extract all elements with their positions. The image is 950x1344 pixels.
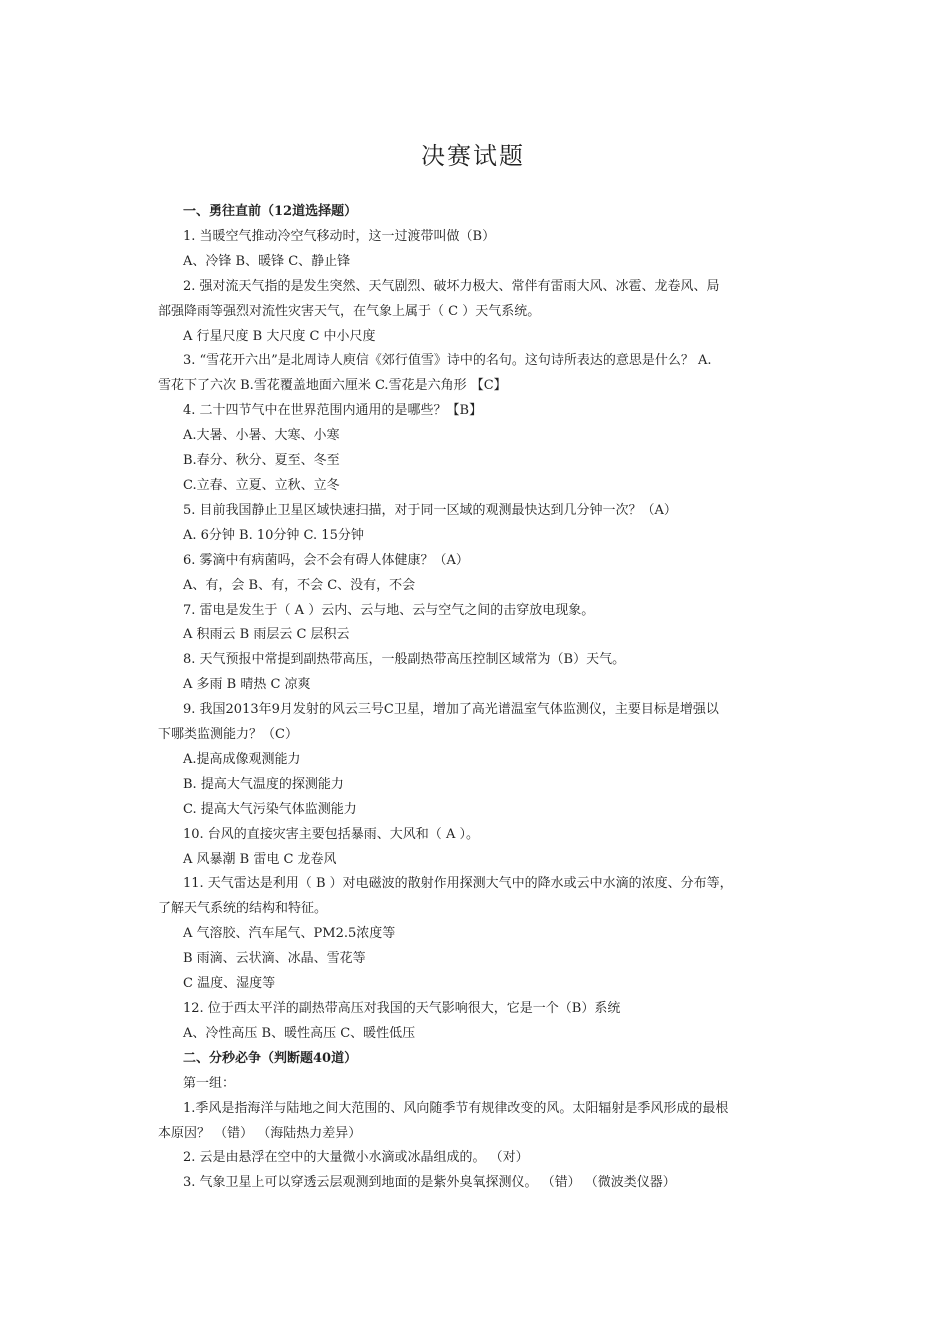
text-line: B.春分、秋分、夏至、冬至 — [183, 453, 340, 469]
text-line: C. 提高大气污染气体监测能力 — [183, 801, 357, 817]
text-line: A 风暴潮 B 雷电 C 龙卷风 — [183, 851, 337, 867]
text-line: A 气溶胶、汽车尾气、PM2.5浓度等 — [183, 926, 396, 942]
section-heading: 二、分秒必争（判断题40道） — [183, 1050, 358, 1066]
text-line: 3. 气象卫星上可以穿透云层观测到地面的是紫外臭氧探测仪。 （错） （微波类仪器） — [183, 1175, 676, 1191]
text-line: B 雨滴、云状滴、冰晶、雪花等 — [183, 951, 366, 967]
text-line: C.立春、立夏、立秋、立冬 — [183, 477, 340, 493]
page-title: 决赛试题 — [421, 142, 525, 170]
text-line: 8. 天气预报中常提到副热带高压，一般副热带高压控制区域常为（B）天气。 — [183, 652, 626, 668]
text-line: A、冷锋 B、暖锋 C、静止锋 — [183, 253, 351, 269]
text-line: 11. 天气雷达是利用（ B ）对电磁波的散射作用探测大气中的降水或云中水滴的浓度、分布等， — [183, 876, 733, 892]
text-line: 第一组： — [183, 1075, 236, 1091]
document-body — [158, 200, 788, 1196]
text-line: 1. 当暖空气推动冷空气移动时，这一过渡带叫做（B） — [183, 228, 496, 244]
text-line: 5. 目前我国静止卫星区域快速扫描，对于同一区域的观测最快达到几分钟一次？（A） — [183, 502, 677, 518]
text-line: A.提高成像观测能力 — [183, 751, 301, 767]
text-line: 雪花下了六次 B.雪花覆盖地面六厘米 C.雪花是六角形 【C】 — [158, 378, 507, 394]
text-line: 4. 二十四节气中在世界范围内通用的是哪些？【B】 — [183, 403, 483, 419]
text-line: 12. 位于西太平洋的副热带高压对我国的天气影响很大，它是一个（B）系统 — [183, 1001, 621, 1016]
text-line: A 多雨 B 晴热 C 凉爽 — [183, 677, 311, 693]
text-line: A、有，会 B、有，不会 C、没有，不会 — [183, 577, 416, 593]
text-line: 2. 强对流天气指的是发生突然、天气剧烈、破坏力极大、常伴有雷雨大风、冰雹、龙卷风、局 — [183, 278, 720, 294]
text-line: 2. 云是由悬浮在空中的大量微小水滴或冰晶组成的。 （对） — [183, 1150, 529, 1166]
text-line: 下哪类监测能力？（C） — [158, 727, 298, 743]
text-line: 6. 雾滴中有病菌吗，会不会有碍人体健康？（A） — [183, 552, 469, 568]
text-line: C 温度、湿度等 — [183, 976, 276, 992]
text-line: 7. 雷电是发生于（ A ）云内、云与地、云与空气之间的击穿放电现象。 — [183, 602, 595, 618]
text-line: A.大暑、小暑、大寒、小寒 — [183, 428, 340, 444]
text-line: A 行星尺度 B 大尺度 C 中小尺度 — [183, 328, 376, 344]
text-line: 本原因？ （错） （海陆热力差异） — [158, 1125, 362, 1141]
text-line: 3. “雪花开六出”是北周诗人庾信《郊行值雪》诗中的名句。这句诗所表达的意思是什么？ A. — [183, 353, 712, 369]
text-line: 9. 我国2013年9月发射的风云三号C卫星，增加了高光谱温室气体监测仪，主要目标是增强以 — [183, 702, 719, 718]
text-line: A、冷性高压 B、暖性高压 C、暖性低压 — [183, 1025, 416, 1041]
text-line: B. 提高大气温度的探测能力 — [183, 776, 344, 792]
section-heading: 一、勇往直前（12道选择题） — [183, 204, 358, 219]
text-line: 10. 台风的直接灾害主要包括暴雨、大风和（ A ）。 — [183, 826, 479, 842]
text-line: A 积雨云 B 雨层云 C 层积云 — [183, 627, 350, 643]
text-line: A. 6分钟 B. 10分钟 C. 15分钟 — [183, 527, 364, 543]
text-line: 了解天气系统的结构和特征。 — [158, 901, 328, 917]
text-line: 1.季风是指海洋与陆地之间大范围的、风向随季节有规律改变的风。太阳辐射是季风形成的最根 — [183, 1100, 729, 1116]
text-line: 部强降雨等强烈对流性灾害天气，在气象上属于（ C ）天气系统。 — [158, 303, 541, 319]
